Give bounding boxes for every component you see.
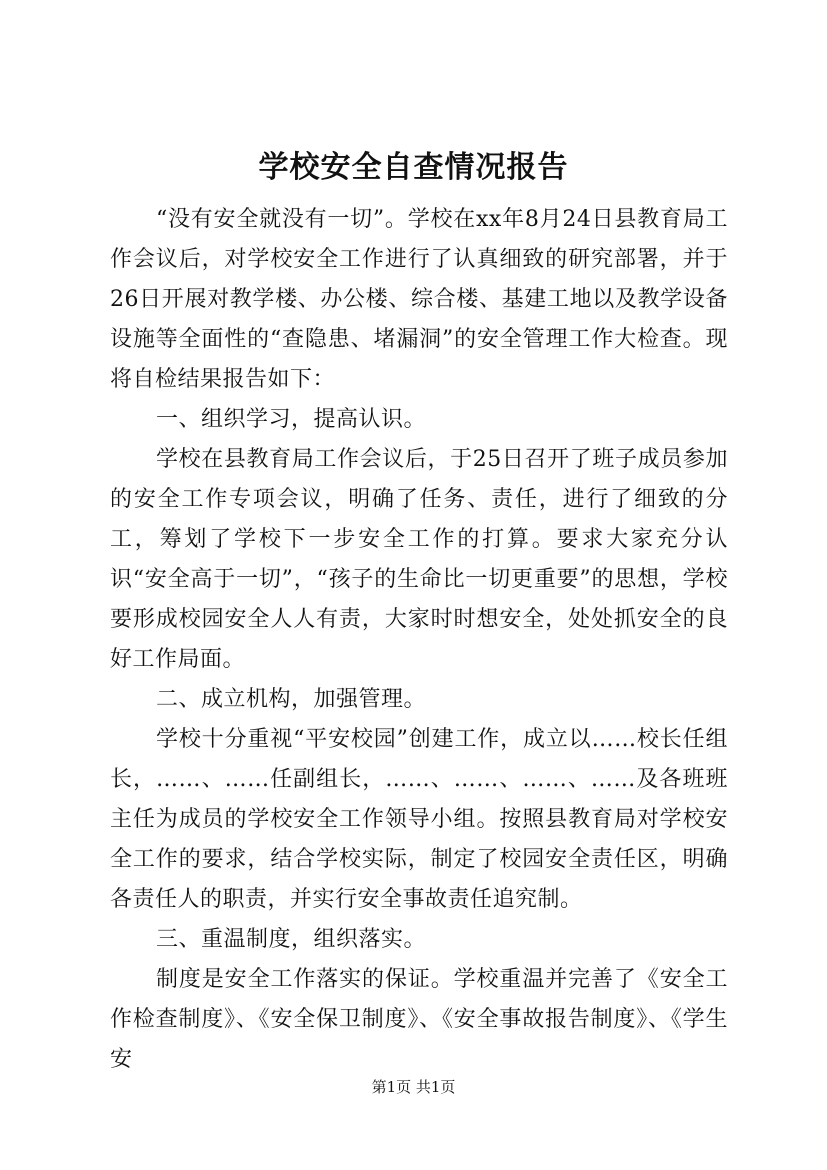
page-footer: 第1页 共1页 (371, 1078, 456, 1096)
section-heading-2: 二、成立机构，加强管理。 (156, 687, 427, 712)
paragraph-intro: “没有安全就没有一切”。学校在xx年8月24日县教育局工作会议后，对学校安全工作进行了认真细致的研究部署，并于26日开展对教学楼、办公楼、综合楼、基建工地以及教学设备设施等全面性的“查隐患、堵漏洞”的安全管理工作大检查。现将自检结果报告如下： (110, 207, 728, 392)
section-heading-1: 一、组织学习，提高认识。 (156, 407, 427, 432)
document-body (110, 200, 728, 1080)
paragraph-section-2: 学校十分重视“平安校园”创建工作，成立以……校长任组长，……、……任副组长，……、……、……、……及各班班主任为成员的学校安全工作领导小组。按照县教育局对学校安全工作的要求，结合学校实际，制定了校园安全责任区，明确各责任人的职责，并实行安全事故责任追究制。 (110, 727, 728, 912)
section-heading-3: 三、重温制度，组织落实。 (156, 927, 427, 952)
paragraph-section-1: 学校在县教育局工作会议后，于25日召开了班子成员参加的安全工作专项会议，明确了任务、责任，进行了细致的分工，筹划了学校下一步安全工作的打算。要求大家充分认识“安全高于一切”，“孩子的生命比一切更重要”的思想，学校要形成校园安全人人有责，大家时时想安全，处处抓安全的良好工作局面。 (110, 447, 728, 672)
paragraph-section-3: 制度是安全工作落实的保证。学校重温并完善了《安全工作检查制度》、《安全保卫制度》、《安全事故报告制度》、《学生安 (110, 967, 728, 1072)
document-title: 学校安全自查情况报告 (258, 150, 569, 185)
